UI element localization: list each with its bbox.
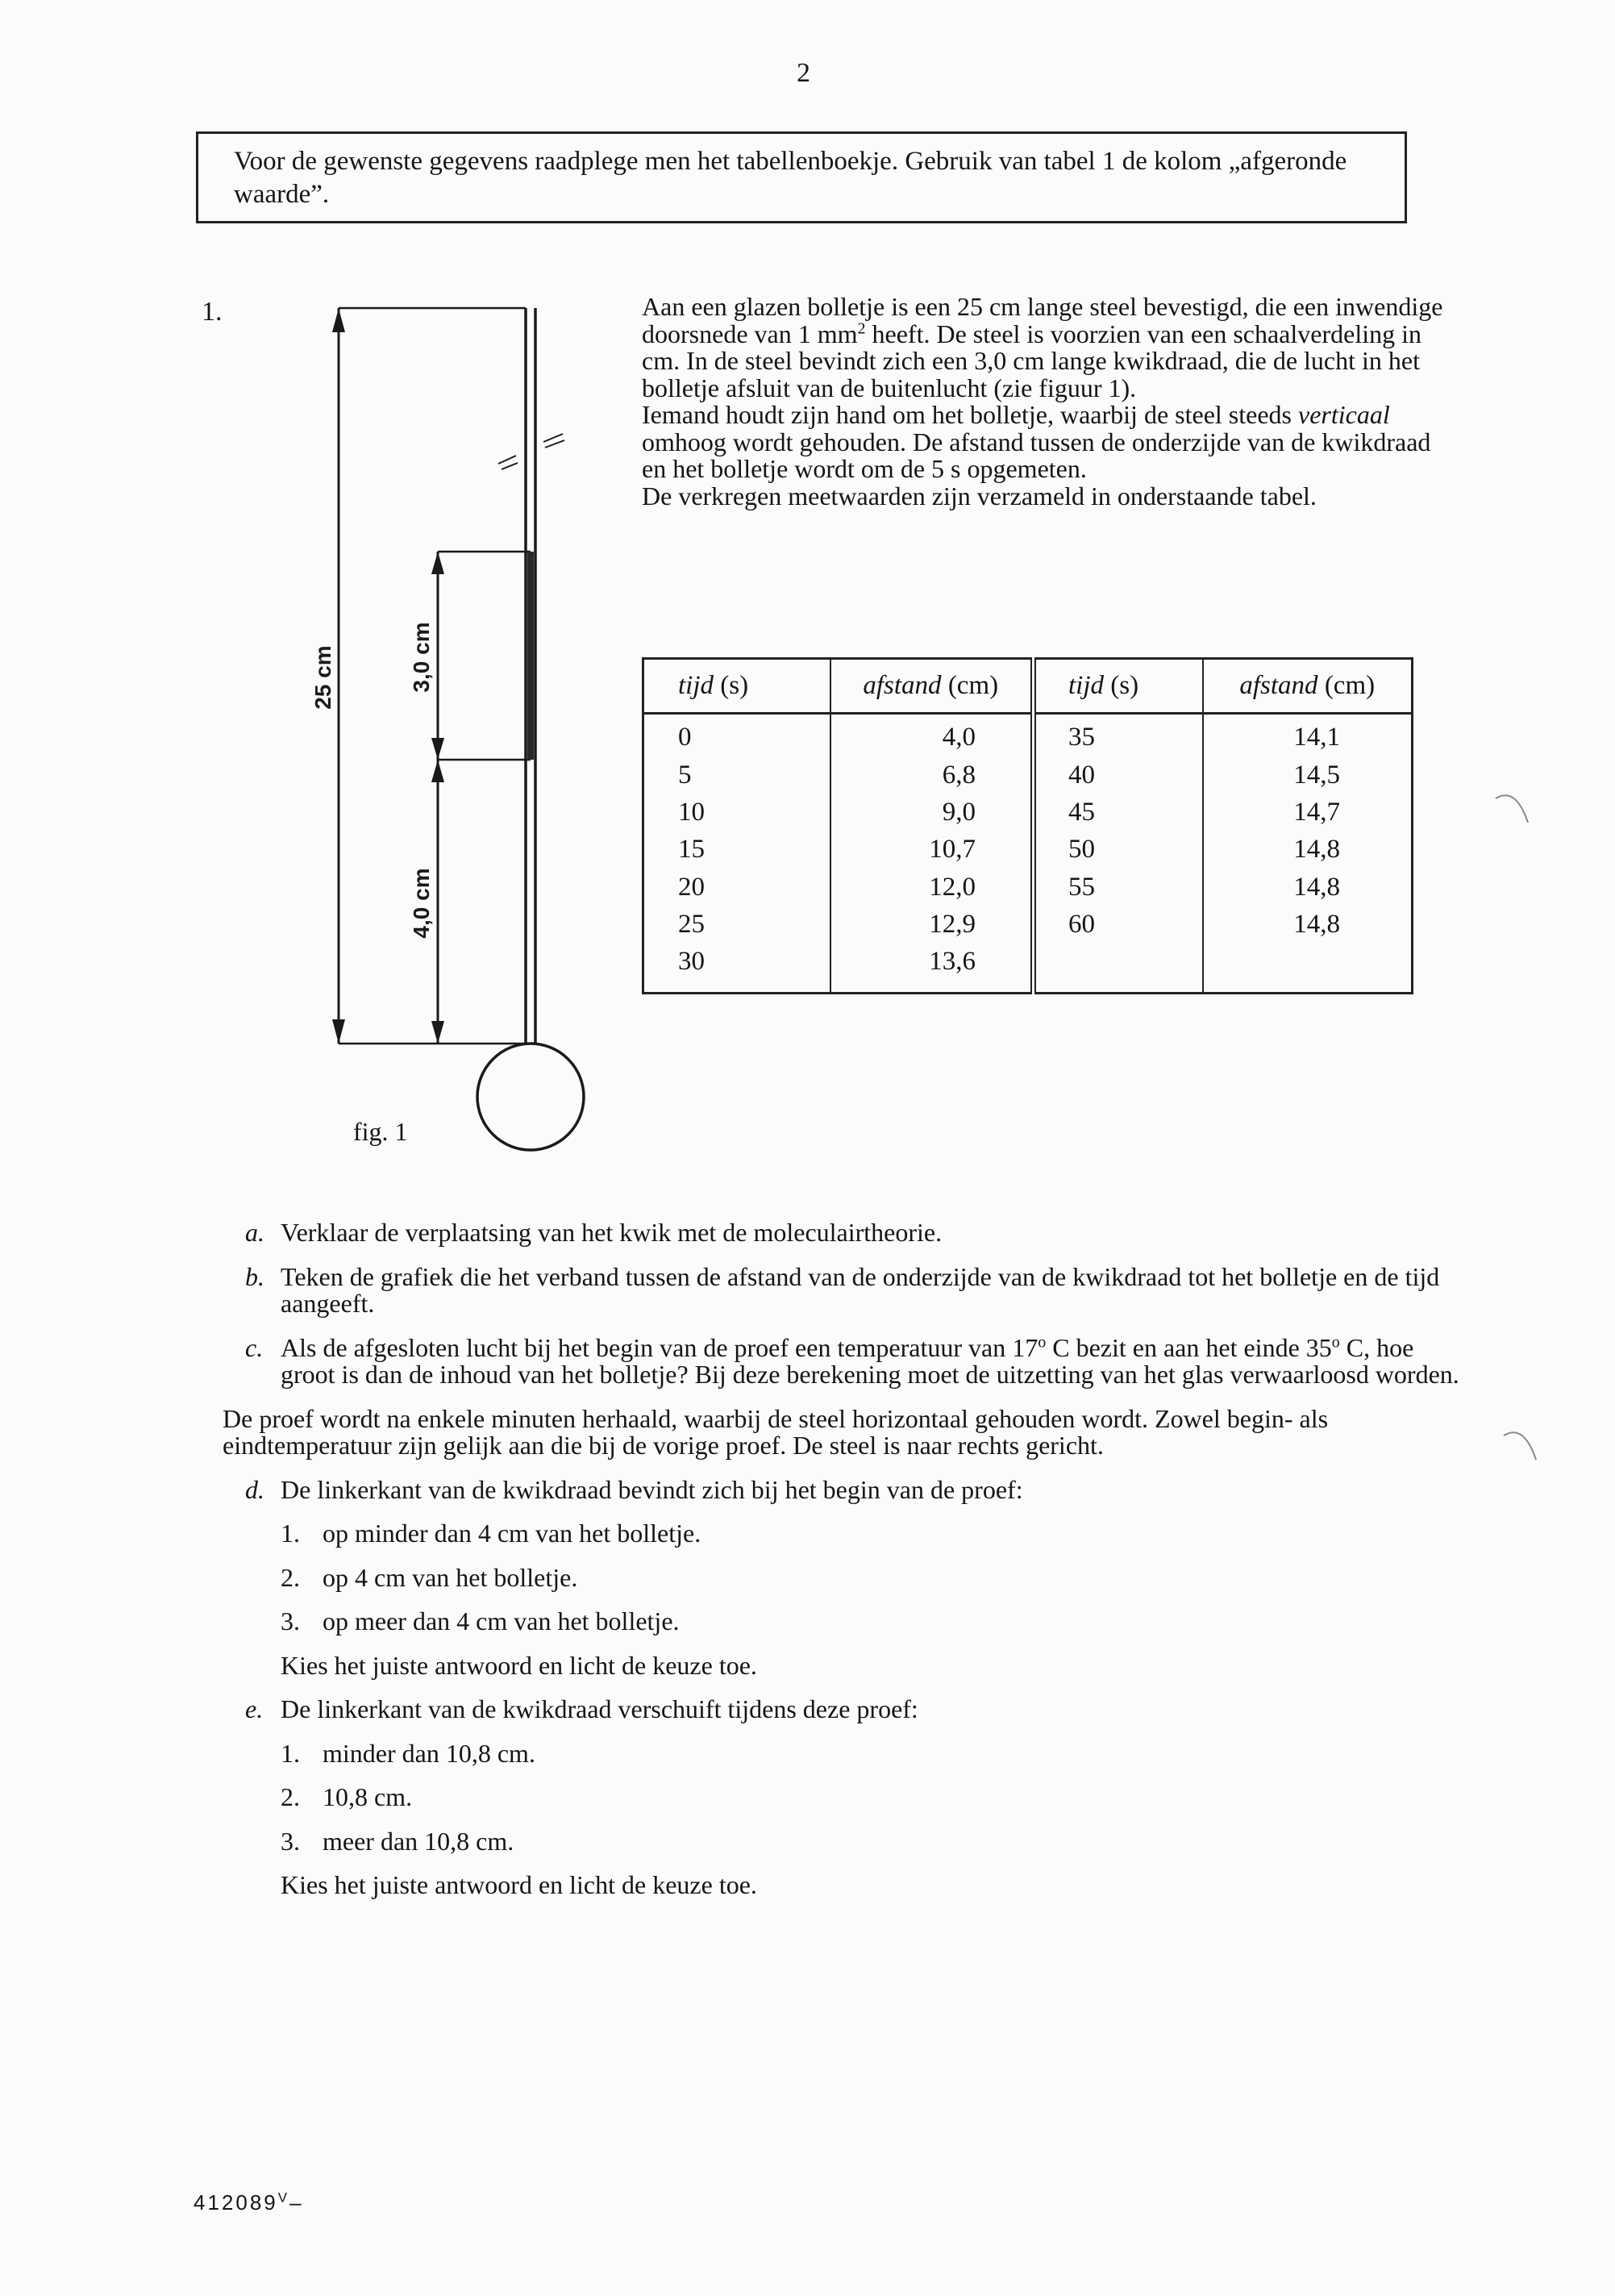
table-cell: 50 bbox=[1034, 831, 1203, 869]
intro-paragraph-3: De verkregen meetwaarden zijn verzameld in onderstaande tabel. bbox=[642, 481, 1317, 510]
header-afstand-1: afstand (cm) bbox=[830, 659, 1034, 714]
margin-mark bbox=[1492, 782, 1532, 831]
table-cell bbox=[1034, 944, 1203, 993]
degree-sign: o bbox=[1038, 1332, 1047, 1351]
table-cell: 60 bbox=[1034, 906, 1203, 944]
table-cell: 25 bbox=[643, 906, 830, 944]
question-text: Als de afgesloten lucht bij het begin van de proef een temperatuur van 17 bbox=[281, 1332, 1039, 1362]
intro-paragraph-1 bbox=[642, 294, 1448, 402]
table-cell: 30 bbox=[643, 944, 830, 993]
intro-text-4: omhoog wordt gehouden. De afstand tussen de onderzijde van de kwikdraad en het bolletje wordt om de 5 s opgemeten. bbox=[642, 427, 1431, 483]
question-c bbox=[234, 1332, 1459, 1389]
table-cell: 9,0 bbox=[830, 794, 1034, 831]
question-text: Teken de grafiek die het verband tussen de afstand van de onderzijde van de kwikdraad tot het bolletje en de tijd aangeeft. bbox=[281, 1261, 1440, 1318]
table-cell: 14,8 bbox=[1293, 872, 1340, 902]
degree-sign: o bbox=[1331, 1332, 1340, 1351]
superscript: 2 bbox=[857, 319, 866, 337]
repeat-experiment-paragraph: De proef wordt na enkele minuten herhaald, waarbij de steel horizontaal gehouden wordt. Zowel begin- als eindtemperatuur zijn gelijk aan die bij de vorige proef. De steel is naar rechts gericht. bbox=[223, 1403, 1329, 1460]
dimension-label-3cm: 3,0 cm bbox=[409, 622, 434, 693]
table-cell: 10 bbox=[643, 794, 830, 831]
question-d-advice: Kies het juiste antwoord en licht de keuze toe. bbox=[281, 1650, 757, 1680]
header-tijd-2: tijd (s) bbox=[1034, 659, 1203, 714]
intro-paragraph-2 bbox=[642, 402, 1448, 483]
intro-text-2: heeft. De steel is voorzien van een schaalverdeling in cm. In de steel bevindt zich een 3,0 cm lange kwikdraad, die de lucht in het bolletje afsluit van de buitenlucht (zie figuur 1). bbox=[642, 319, 1421, 402]
intro-text-3: Iemand houdt zijn hand om het bolletje, waarbij de steel steeds bbox=[642, 400, 1298, 429]
question-label: a. bbox=[245, 1218, 264, 1247]
header-tijd-1: tijd (s) bbox=[643, 659, 830, 714]
table-cell: 55 bbox=[1034, 869, 1203, 906]
sub-questions bbox=[223, 1218, 1459, 1916]
table-row bbox=[643, 757, 1413, 794]
table-cell: 0 bbox=[643, 714, 830, 757]
dimension-label-25cm: 25 cm bbox=[310, 645, 335, 710]
table-cell: 5 bbox=[643, 757, 830, 794]
thermometer-figure bbox=[274, 290, 613, 1177]
table-cell: 14,1 bbox=[1293, 723, 1340, 752]
question-label: e. bbox=[245, 1694, 264, 1723]
table-row bbox=[643, 794, 1413, 831]
notice-text: Voor de gewenste gegevens raadplege men het tabellenboekje. Gebruik van tabel 1 de kolom „afgeronde waarde”. bbox=[234, 147, 1347, 209]
dimension-label-4cm: 4,0 cm bbox=[409, 868, 434, 939]
question-e-advice: Kies het juiste antwoord en licht de keuze toe. bbox=[281, 1870, 757, 1899]
table-header-row bbox=[643, 659, 1413, 714]
table-row bbox=[643, 869, 1413, 906]
question-label: d. bbox=[245, 1474, 264, 1504]
list-item: 1. op minder dan 4 cm van het bolletje. bbox=[281, 1519, 701, 1548]
table-row bbox=[643, 906, 1413, 944]
header-afstand-2: afstand (cm) bbox=[1203, 659, 1413, 714]
footer-code: $412089^V-$ bbox=[194, 2190, 304, 2215]
list-item: 3. op meer dan 4 cm van het bolletje. bbox=[281, 1606, 680, 1636]
table-row bbox=[643, 831, 1413, 869]
question-text: C, hoe groot is dan de inhoud van het bolletje? Bij deze berekening moet de uitzetting van het glas verwaarloosd worden. bbox=[281, 1332, 1459, 1389]
list-item: 2. op 4 cm van het bolletje. bbox=[281, 1562, 578, 1592]
question-d bbox=[234, 1474, 1459, 1504]
question-a bbox=[234, 1219, 1459, 1247]
question-e-options bbox=[281, 1740, 1459, 1856]
margin-mark bbox=[1500, 1419, 1540, 1468]
question-text: De linkerkant van de kwikdraad bevindt zich bij het begin van de proef: bbox=[281, 1474, 1023, 1504]
table-cell: 14,7 bbox=[1293, 797, 1340, 827]
question-text: Verklaar de verplaatsing van het kwik met de moleculairtheorie. bbox=[281, 1218, 943, 1247]
measurement-table bbox=[642, 657, 1413, 994]
question-intro bbox=[642, 294, 1448, 510]
table-cell: 45 bbox=[1034, 794, 1203, 831]
emphasis: verticaal bbox=[1297, 400, 1390, 429]
question-label: b. bbox=[245, 1261, 264, 1291]
table-cell: 12,9 bbox=[830, 906, 1034, 944]
intro-text-1: Aan een glazen bolletje is een 25 cm lange steel bevestigd, die een inwendige doorsnede van 1 mm bbox=[642, 292, 1443, 348]
table-cell: 14,5 bbox=[1293, 760, 1340, 790]
question-text: De linkerkant van de kwikdraad verschuift tijdens deze proef: bbox=[281, 1694, 918, 1723]
table-cell: 12,0 bbox=[830, 869, 1034, 906]
table-cell: 6,8 bbox=[830, 757, 1034, 794]
question-number: 1. bbox=[202, 297, 223, 327]
table-cell: 10,7 bbox=[830, 831, 1034, 869]
table-row bbox=[643, 714, 1413, 757]
table-row bbox=[643, 944, 1413, 993]
question-text: C bezit en aan het einde 35 bbox=[1046, 1332, 1332, 1362]
table-cell: 35 bbox=[1034, 714, 1203, 757]
list-item: 3. meer dan 10,8 cm. bbox=[281, 1826, 514, 1856]
page-number: 2 bbox=[797, 58, 810, 88]
question-d-options bbox=[281, 1520, 1459, 1636]
table-cell bbox=[1203, 944, 1413, 993]
table-cell: 15 bbox=[643, 831, 830, 869]
question-b bbox=[234, 1261, 1459, 1318]
question-label: c. bbox=[245, 1332, 264, 1362]
list-item: 1. minder dan 10,8 cm. bbox=[281, 1738, 535, 1768]
table-cell: 4,0 bbox=[830, 714, 1034, 757]
table-cell: 13,6 bbox=[830, 944, 1034, 993]
list-item: 2. 10,8 cm. bbox=[281, 1782, 413, 1811]
notice-box bbox=[196, 131, 1407, 223]
table-cell: 14,8 bbox=[1293, 909, 1340, 939]
question-e bbox=[234, 1696, 1459, 1723]
figure-caption: fig. 1 bbox=[353, 1117, 408, 1146]
table-cell: 14,8 bbox=[1293, 835, 1340, 865]
table-cell: 40 bbox=[1034, 757, 1203, 794]
table-cell: 20 bbox=[643, 869, 830, 906]
